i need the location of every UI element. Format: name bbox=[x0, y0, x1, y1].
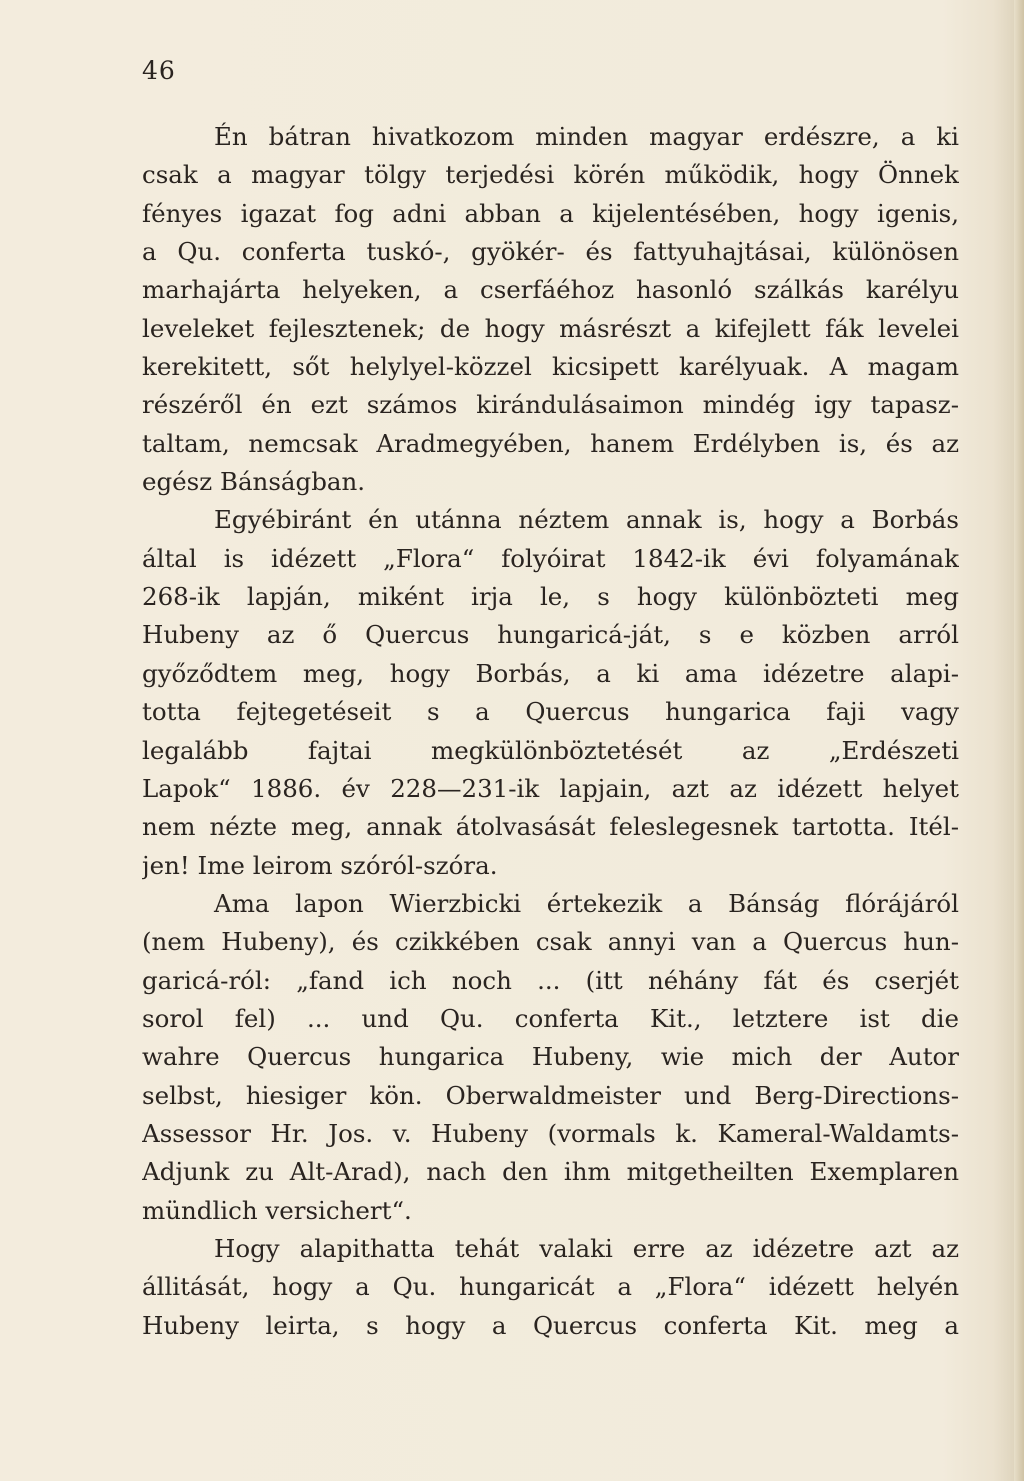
text-line: Ama lapon Wierzbicki értekezik a Bánság flórájáról bbox=[214, 888, 959, 918]
text-line: által is idézett „Flora“ folyóirat 1842-ik évi folyamának bbox=[142, 543, 959, 573]
text-line: Egyébiránt én utánna néztem annak is, hogy a Borbás bbox=[214, 505, 959, 535]
text-line: Adjunk zu Alt-Arad), nach den ihm mitgetheilten Exemplaren bbox=[142, 1157, 959, 1187]
text-line: Hogy alapithatta tehát valaki erre az idézetre azt az bbox=[214, 1233, 959, 1263]
text-line: Assessor Hr. Jos. v. Hubeny (vormals k. Kameral-Waldamts- bbox=[142, 1118, 959, 1148]
text-line: marhajárta helyeken, a cserfáéhoz hasonló szálkás karélyu bbox=[142, 275, 959, 305]
text-line: garicá-ról: „fand ich noch ... (itt néhány fát és cserjét bbox=[142, 965, 959, 995]
page-number: 46 bbox=[142, 56, 176, 85]
text-line: állitását, hogy a Qu. hungaricát a „Flora“ idézett helyén bbox=[142, 1272, 959, 1302]
text-line: 268-ik lapján, miként irja le, s hogy különbözteti meg bbox=[142, 582, 959, 612]
text-line: Hubeny az ő Quercus hungaricá-ját, s e közben arról bbox=[142, 620, 959, 650]
text-line: a Qu. conferta tuskó-, gyökér- és fattyuhajtásai, különösen bbox=[142, 237, 959, 267]
text-line: leveleket fejlesztenek; de hogy másrészt a kifejlett fák levelei bbox=[142, 313, 959, 343]
text-line: totta fejtegetéseit s a Quercus hungarica faji vagy bbox=[142, 697, 959, 727]
text-line: részéről én ezt számos kirándulásaimon mindég igy tapasz- bbox=[142, 390, 959, 420]
text-line: kerekitett, sőt helylyel-közzel kicsipett karélyuak. A magam bbox=[142, 352, 959, 382]
text-line: sorol fel) ... und Qu. conferta Kit., letztere ist die bbox=[142, 1003, 959, 1033]
text-line: jen! Ime leirom szóról-szóra. bbox=[142, 850, 498, 880]
text-line: Hubeny leirta, s hogy a Quercus conferta Kit. meg a bbox=[142, 1310, 959, 1340]
text-line: mündlich versichert“. bbox=[142, 1195, 412, 1225]
body-text bbox=[142, 118, 959, 1345]
text-line: (nem Hubeny), és czikkében csak annyi van a Quercus hun- bbox=[142, 927, 959, 957]
text-line: Lapok“ 1886. év 228—231-ik lapjain, azt az idézett helyet bbox=[142, 773, 959, 803]
text-line: csak a magyar tölgy terjedési körén működik, hogy Önnek bbox=[142, 160, 959, 190]
text-line: wahre Quercus hungarica Hubeny, wie mich der Autor bbox=[142, 1042, 959, 1072]
text-line: fényes igazat fog adni abban a kijelentésében, hogy igenis, bbox=[142, 198, 959, 228]
text-line: selbst, hiesiger kön. Oberwaldmeister und Berg-Directions- bbox=[142, 1080, 959, 1110]
text-line: egész Bánságban. bbox=[142, 467, 366, 497]
text-line: taltam, nemcsak Aradmegyében, hanem Erdélyben is, és az bbox=[142, 428, 959, 458]
text-line: Én bátran hivatkozom minden magyar erdészre, a ki bbox=[214, 122, 959, 151]
page-edge bbox=[1014, 0, 1024, 1481]
text-line: győződtem meg, hogy Borbás, a ki ama idézetre alapi- bbox=[142, 658, 959, 688]
text-line: nem nézte meg, annak átolvasását feleslegesnek tartotta. Itél- bbox=[142, 812, 959, 842]
text-line: legalább fajtai megkülönböztetését az „Erdészeti bbox=[142, 735, 959, 765]
